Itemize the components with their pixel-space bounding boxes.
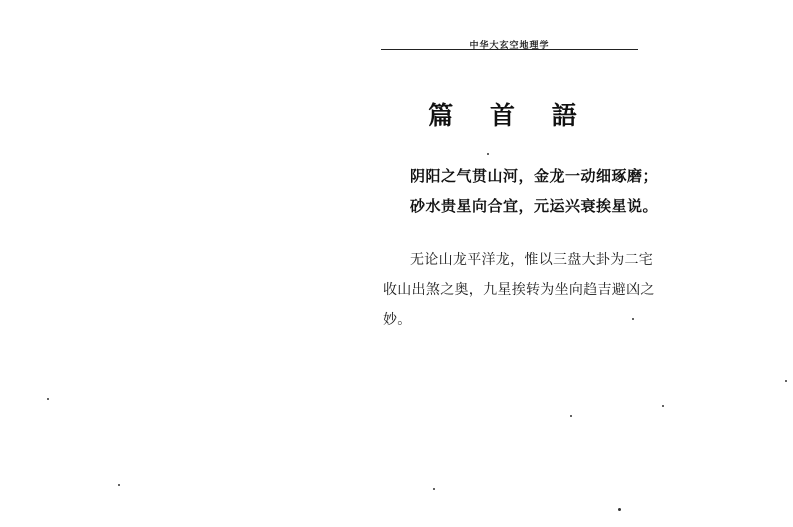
scan-speck xyxy=(47,398,49,400)
verse-line: 阴阳之气贯山河，金龙一动细琢磨； xyxy=(410,167,659,185)
paragraph-line: 妙。 xyxy=(383,312,412,328)
scan-speck xyxy=(662,405,664,407)
chapter-title: 篇 首 語 xyxy=(428,101,591,130)
paragraph-line: 无论山龙平洋龙，惟以三盘大卦为二宅 xyxy=(410,252,654,268)
scan-speck xyxy=(433,488,435,490)
scan-speck xyxy=(618,508,621,511)
running-header: 中华大玄空地理学 xyxy=(469,41,550,51)
paragraph-line: 收山出煞之奥，九星挨转为坐向趋吉避凶之 xyxy=(383,282,655,298)
scan-speck xyxy=(785,380,787,382)
scan-speck xyxy=(487,153,489,155)
scan-speck xyxy=(632,318,634,320)
scan-speck xyxy=(118,484,120,486)
header-rule xyxy=(381,49,638,50)
verse-line: 砂水贵星向合宜，元运兴衰挨星说。 xyxy=(410,197,659,215)
scan-speck xyxy=(570,415,572,417)
